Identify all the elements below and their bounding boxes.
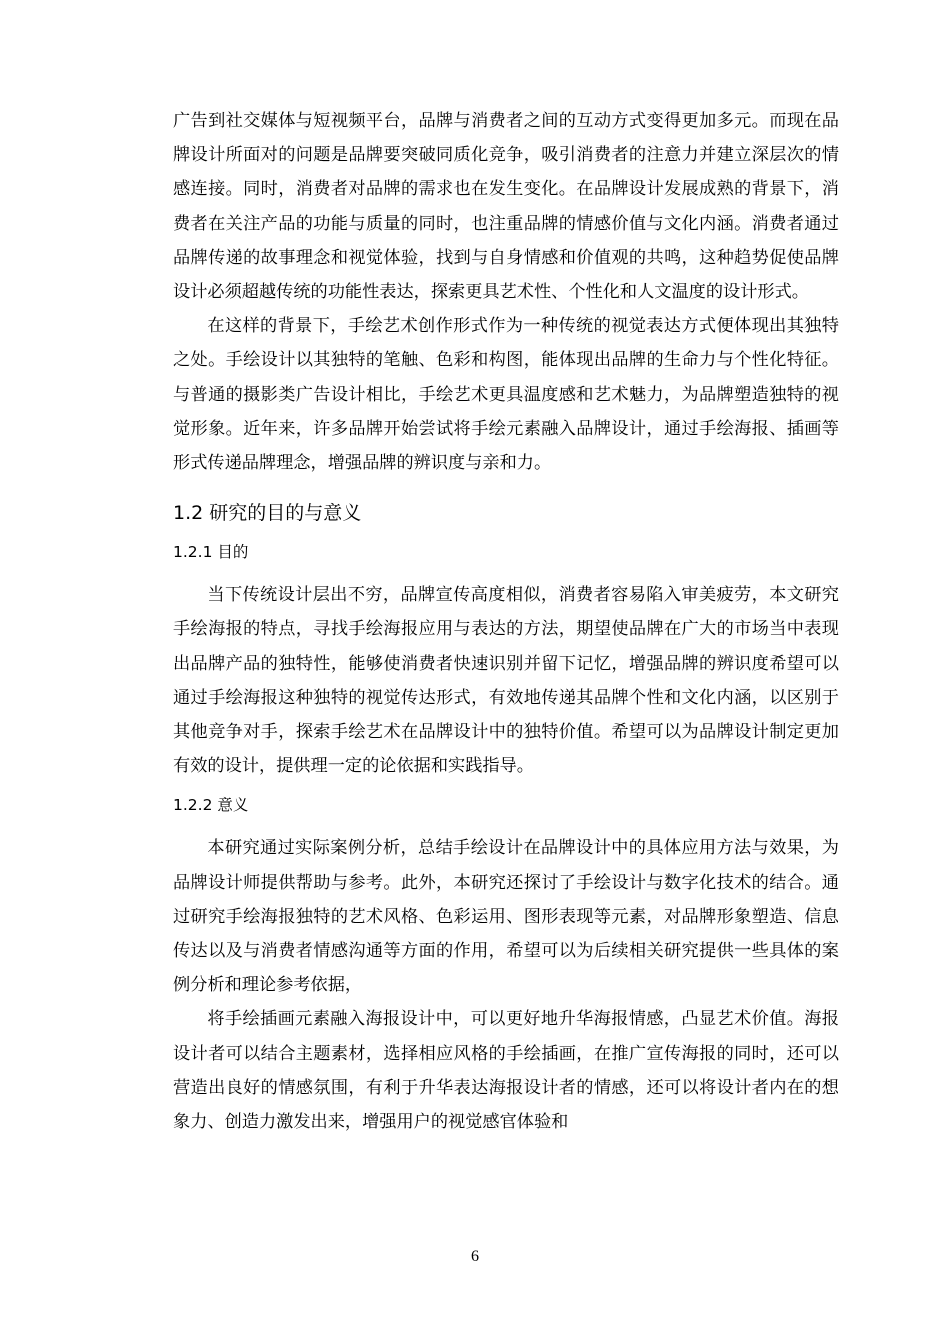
page-number: 6 [471, 1248, 479, 1265]
paragraph-hand-drawn-background: 在这样的背景下，手绘艺术创作形式作为一种传统的视觉表达方式便体现出其独特之处。手绘设计以其独特的笔触、色彩和构图，能体现出品牌的生命力与个性化特征。与普通的摄影类广告设计相比，手绘艺术更具温度感和艺术魅力，为品牌塑造独特的视觉形象。近年来，许多品牌开始尝试将手绘元素融入品牌设计，通过手绘海报、插画等形式传递品牌理念，增强品牌的辨识度与亲和力。 [173, 316, 839, 474]
paragraph-purpose: 当下传统设计层出不穷，品牌宣传高度相似，消费者容易陷入审美疲劳，本文研究手绘海报的特点，寻找手绘海报应用与表达的方法，期望使品牌在广大的市场当中表现出品牌产品的独特性，能够使消费者快速识别并留下记忆，增强品牌的辨识度希望可以通过手绘海报这种独特的视觉传达形式，有效地传递其品牌个性和文化内涵，以区别于其他竞争对手，探索手绘艺术在品牌设计中的独特价值。希望可以为品牌设计制定更加有效的设计，提供理一定的论依据和实践指导。 [173, 585, 839, 777]
subsection-heading-purpose: 1.2.1 目的 [173, 543, 249, 562]
paragraph-significance-1: 本研究通过实际案例分析，总结手绘设计在品牌设计中的具体应用方法与效果，为品牌设计师提供帮助与参考。此外，本研究还探讨了手绘设计与数字化技术的结合。通过研究手绘海报独特的艺术风格、色彩运用、图形表现等元素，对品牌形象塑造、信息传达以及与消费者情感沟通等方面的作用，希望可以为后续相关研究提供一些具体的案例分析和理论参考依据， [173, 838, 839, 996]
page-body [173, 104, 839, 1139]
paragraph-significance-2: 将手绘插画元素融入海报设计中，可以更好地升华海报情感，凸显艺术价值。海报设计者可以结合主题素材，选择相应风格的手绘插画，在推广宣传海报的同时，还可以营造出良好的情感氛围，有利于升华表达海报设计者的情感，还可以将设计者内在的想象力、创造力激发出来，增强用户的视觉感官体验和 [173, 1009, 839, 1133]
subsection-heading-significance: 1.2.2 意义 [173, 796, 249, 815]
paragraph-background-continued: 广告到社交媒体与短视频平台，品牌与消费者之间的互动方式变得更加多元。而现在品牌设计所面对的问题是品牌要突破同质化竞争，吸引消费者的注意力并建立深层次的情感连接。同时，消费者对品牌的需求也在发生变化。在品牌设计发展成熟的背景下，消费者在关注产品的功能与质量的同时，也注重品牌的情感价值与文化内涵。消费者通过品牌传递的故事理念和视觉体验，找到与自身情感和价值观的共鸣，这种趋势促使品牌设计必须超越传统的功能性表达，探索更具艺术性、个性化和人文温度的设计形式。 [173, 111, 839, 303]
section-heading-purpose-and-significance: 1.2 研究的目的与意义 [173, 502, 362, 525]
